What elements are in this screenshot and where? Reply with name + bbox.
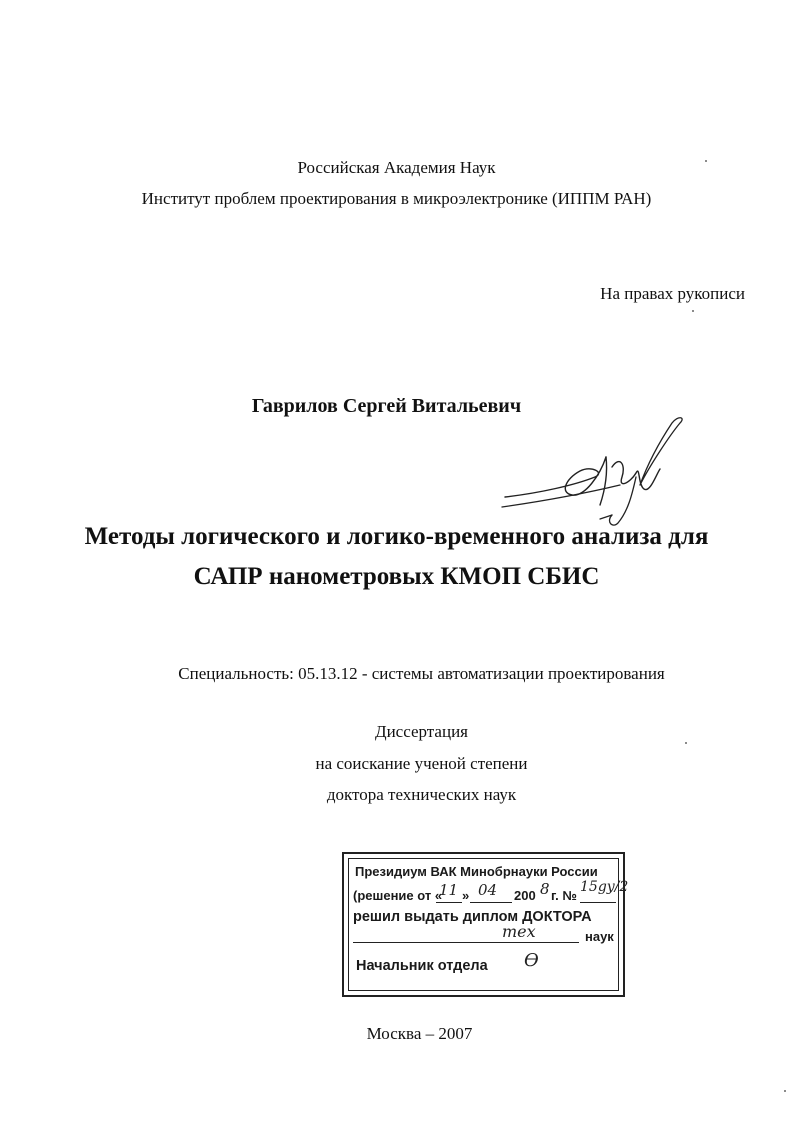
specialty: Специальность: 05.13.12 - системы автоматизации проектирования [178, 664, 665, 683]
stamp-number-underline [580, 902, 616, 903]
stamp-day-underline [436, 902, 462, 903]
stamp-science-suffix: наук [585, 929, 614, 944]
stamp-presidium: Президиум ВАК Минобрнауки России [355, 864, 598, 879]
degree-line: на соискание ученой степени [315, 754, 528, 773]
institute-name: Институт проблем проектирования в микроэлектронике (ИППМ РАН) [141, 189, 652, 208]
degree-field: доктора технических наук [326, 785, 517, 804]
stamp-year-digit: 8 [540, 880, 550, 898]
stamp-head-signature: Ѳ [524, 950, 539, 971]
stamp-year-prefix: 200 [514, 888, 536, 903]
city-year: Москва – 2007 [366, 1024, 473, 1043]
stamp-decision-prefix: (решение от « [353, 888, 443, 903]
stamp-science-underline [353, 942, 579, 943]
scan-speck [692, 310, 694, 312]
stamp-head-label: Начальник отдела [356, 958, 488, 974]
stamp-number-label: г. № [551, 888, 577, 903]
rights-note: На правах рукописи [600, 284, 745, 303]
scan-speck [685, 742, 687, 744]
title-line-1: Методы логического и логико-временного анализа для [84, 523, 709, 550]
stamp-month-underline [470, 902, 512, 903]
title-line-2: САПР нанометровых КМОП СБИС [193, 563, 600, 590]
stamp-day: 11 [439, 881, 459, 899]
scan-speck [784, 1090, 786, 1092]
scan-speck [705, 160, 707, 162]
stamp-quote-close: » [462, 888, 470, 903]
author-name: Гаврилов Сергей Витальевич [251, 395, 522, 417]
stamp-decision-number: 15gy/2 [580, 879, 629, 895]
stamp-month: 04 [478, 881, 498, 899]
stamp-diploma-line: решил выдать диплом ДОКТОРА [353, 909, 592, 925]
academy-name: Российская Академия Наук [297, 158, 496, 177]
vak-stamp [342, 852, 629, 997]
dissertation-label: Диссертация [374, 722, 468, 741]
stamp-science-handwritten: тех [502, 922, 536, 941]
author-signature [500, 415, 690, 530]
